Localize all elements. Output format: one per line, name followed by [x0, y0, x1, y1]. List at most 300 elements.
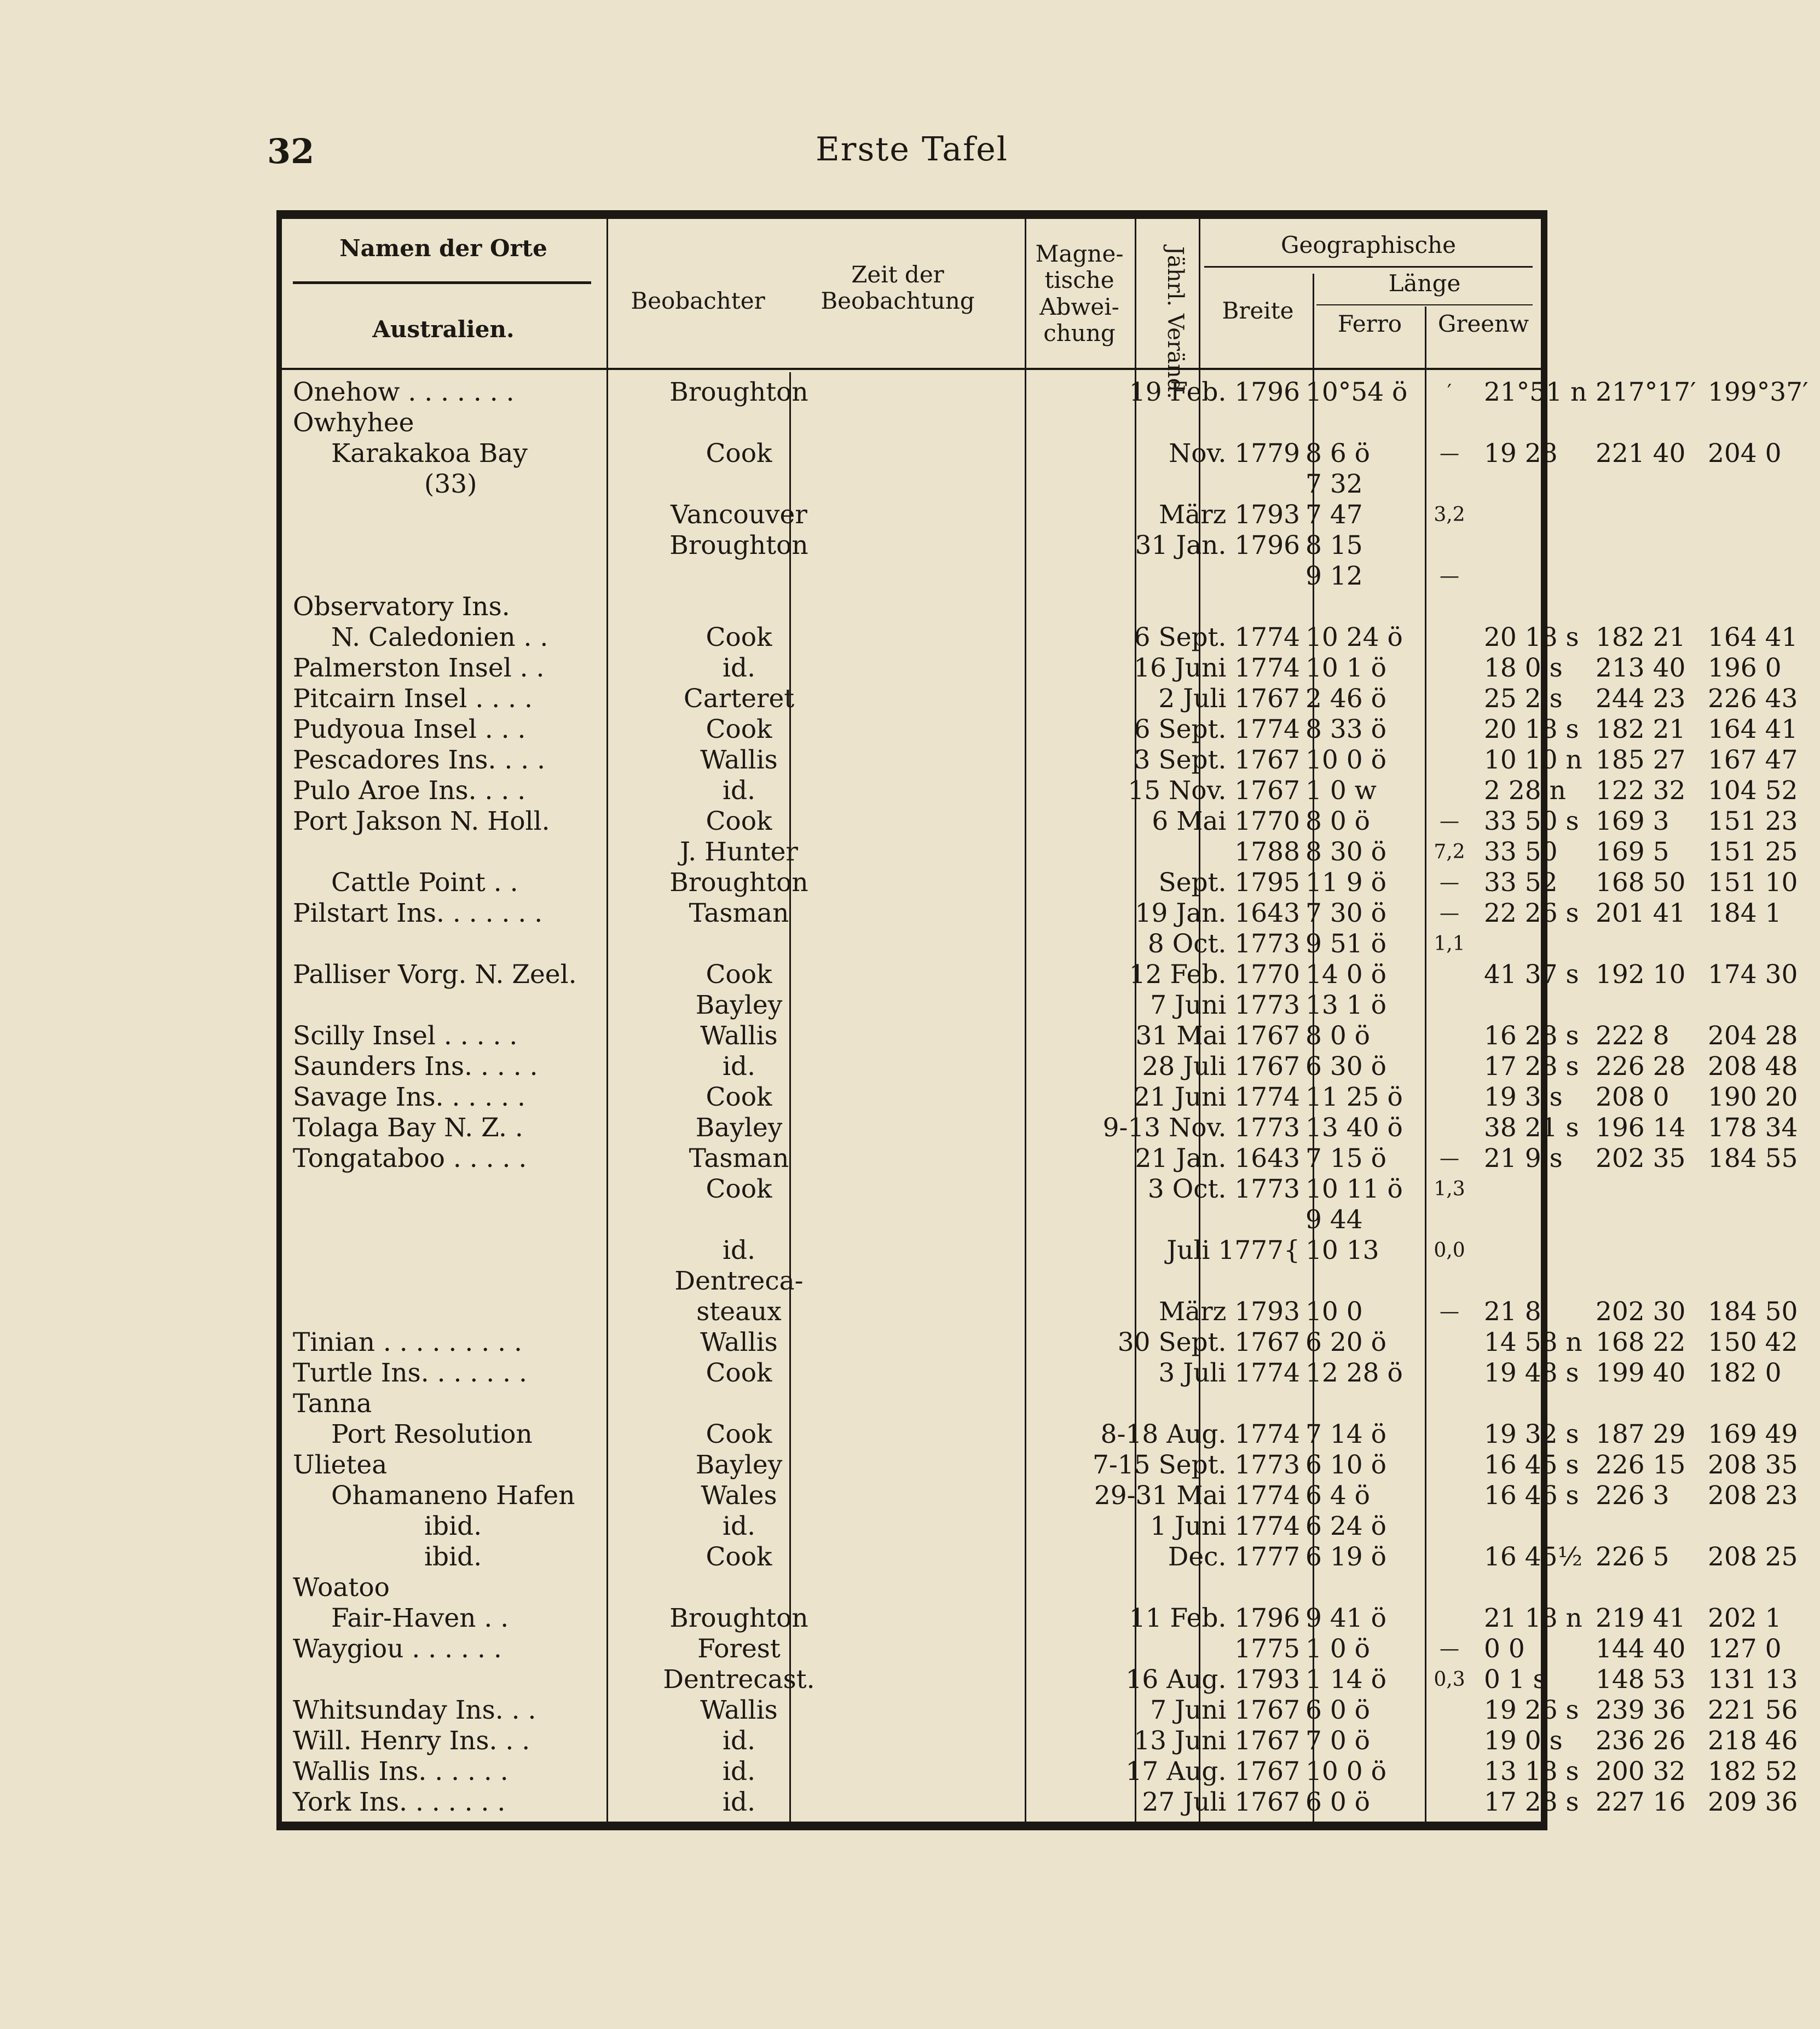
annual-change-cell: [1419, 1787, 1480, 1818]
place-name-cell: Onehow . . . . . . .: [293, 377, 515, 407]
table-row: [282, 530, 1541, 562]
place-name-cell: Waygiou . . . . . .: [293, 1634, 502, 1664]
observation-date-cell: 2 Juli 1767: [1158, 684, 1300, 714]
latitude-cell: [1484, 407, 1590, 439]
longitude-ferro-cell: 221 40: [1596, 438, 1686, 469]
longitude-greenwich-cell: 204 28: [1708, 1021, 1798, 1051]
place-name-cell: [293, 499, 616, 531]
observation-date-cell: Dec. 1777: [1168, 1542, 1300, 1572]
place-name-cell: [293, 530, 616, 562]
place-name-cell: Palliser Vorg. N. Zeel.: [293, 959, 577, 990]
annual-change-cell: —: [1440, 1147, 1459, 1170]
longitude-ferro-cell: 208 0: [1596, 1082, 1669, 1112]
longitude-greenwich-cell: [1708, 591, 1820, 623]
annual-change-cell: 1,3: [1434, 1178, 1465, 1200]
declination-cell: 1 14 ö: [1305, 1664, 1386, 1695]
longitude-ferro-cell: [1596, 530, 1702, 562]
declination-cell: 9 51 ö: [1305, 929, 1386, 959]
annual-change-cell: —: [1440, 902, 1459, 924]
observer-cell: Bayley: [695, 1113, 783, 1143]
table-row: [282, 867, 1798, 899]
observation-date-cell: 21 Juni 1774: [1134, 1082, 1300, 1112]
table-row: [282, 1235, 1541, 1267]
latitude-cell: 10 10 n: [1484, 745, 1582, 775]
annual-change-cell: [1419, 1204, 1480, 1236]
longitude-greenwich-cell: 164 41: [1708, 714, 1798, 744]
latitude-cell: 33 52: [1484, 868, 1558, 898]
declination-cell: [1305, 1572, 1415, 1604]
longitude-ferro-cell: 202 35: [1596, 1143, 1686, 1174]
header-geographic: Geographische: [1280, 232, 1457, 258]
longitude-ferro-cell: 226 5: [1596, 1542, 1669, 1572]
observer-cell: id.: [722, 1051, 756, 1082]
observer-cell: [616, 407, 862, 439]
observer-cell: J. Hunter: [680, 837, 798, 867]
observation-date-cell: 21 Jan. 1643: [1135, 1143, 1300, 1174]
table-row: [282, 1174, 1541, 1205]
longitude-greenwich-cell: 184 55: [1708, 1143, 1798, 1174]
latitude-cell: [1484, 530, 1590, 562]
longitude-greenwich-cell: 209 36: [1708, 1787, 1798, 1817]
place-name-cell: ibid.: [424, 1511, 482, 1541]
annual-change-cell: [1419, 1051, 1480, 1083]
place-name-cell: [293, 1664, 616, 1696]
declination-cell: 10°54 ö: [1305, 377, 1408, 407]
observer-cell: Dentreca-: [674, 1266, 804, 1296]
observer-cell: [616, 1572, 862, 1604]
longitude-ferro-cell: 201 41: [1596, 898, 1686, 928]
longitude-ferro-cell: [1596, 1265, 1702, 1297]
longitude-ferro-cell: [1596, 1204, 1702, 1236]
longitude-greenwich-cell: 182 0: [1708, 1358, 1782, 1388]
annual-change-cell: [1419, 990, 1480, 1021]
longitude-ferro-cell: 182 21: [1596, 714, 1686, 744]
header-declination: Magne- tische Abwei- chung: [1035, 240, 1124, 346]
table-row: [282, 1633, 1782, 1665]
annual-change-cell: [1419, 714, 1480, 745]
place-name-cell: Pitcairn Insel . . . .: [293, 684, 533, 714]
longitude-ferro-cell: 169 3: [1596, 806, 1669, 836]
declination-cell: 7 32: [1305, 469, 1363, 499]
observation-date-cell: 8 Oct. 1773: [1147, 929, 1300, 959]
annual-change-cell: 0,3: [1434, 1668, 1465, 1691]
place-name-cell: Karakakoa Bay: [331, 438, 528, 469]
table-row: [282, 591, 1541, 623]
latitude-cell: 16 46 s: [1484, 1481, 1579, 1511]
table-row: [282, 1388, 1541, 1420]
longitude-greenwich-cell: [1708, 1265, 1820, 1297]
annual-change-cell: [1419, 1419, 1480, 1450]
place-name-cell: Pescadores Ins. . . .: [293, 745, 546, 775]
latitude-cell: 21 18 n: [1484, 1603, 1582, 1633]
annual-change-cell: 7,2: [1434, 841, 1465, 863]
declination-cell: 11 25 ö: [1305, 1082, 1403, 1112]
declination-cell: 9 12: [1305, 561, 1363, 591]
observation-date-cell: [1026, 1265, 1300, 1297]
observation-date-cell: [1026, 407, 1300, 439]
table-row: [282, 407, 1541, 439]
latitude-cell: 19 3 s: [1484, 1082, 1563, 1112]
latitude-cell: 33 50: [1484, 837, 1558, 867]
longitude-greenwich-cell: [1708, 928, 1820, 960]
longitude-greenwich-cell: 167 47: [1708, 745, 1798, 775]
observer-cell: Cook: [706, 806, 772, 836]
annual-change-cell: [1419, 683, 1480, 715]
latitude-cell: 16 45 s: [1484, 1450, 1579, 1480]
header-time: Zeit der Beobachtung: [821, 261, 975, 315]
header-rule-names: [293, 281, 591, 284]
table-row: [282, 1143, 1798, 1175]
declination-cell: 6 20 ö: [1305, 1327, 1386, 1357]
annual-change-cell: —: [1440, 1300, 1459, 1323]
longitude-ferro-cell: [1596, 1511, 1702, 1542]
observer-cell: [616, 1204, 862, 1236]
annual-change-cell: [1419, 469, 1480, 500]
annual-change-cell: [1419, 1695, 1480, 1726]
annual-change-cell: [1419, 591, 1480, 623]
observer-cell: Cook: [706, 1082, 772, 1112]
annual-change-cell: —: [1440, 442, 1459, 465]
declination-cell: 10 11 ö: [1305, 1174, 1403, 1204]
table-row: [282, 836, 1798, 868]
table-row: [282, 560, 1541, 592]
longitude-ferro-cell: 226 28: [1596, 1051, 1686, 1082]
declination-cell: 14 0 ö: [1305, 959, 1386, 990]
table-row: [282, 990, 1541, 1021]
observation-date-cell: 16 Juni 1774: [1134, 653, 1300, 683]
observation-date-cell: 3 Oct. 1773: [1147, 1174, 1300, 1204]
table-row: [282, 744, 1798, 776]
annual-change-cell: [1419, 622, 1480, 654]
longitude-ferro-cell: 185 27: [1596, 745, 1686, 775]
declination-cell: 10 1 ö: [1305, 653, 1386, 683]
observer-cell: id.: [722, 776, 756, 806]
header-rule-geo: [1204, 266, 1533, 268]
observation-date-cell: Sept. 1795: [1158, 868, 1300, 898]
observer-cell: id.: [722, 1726, 756, 1756]
place-name-cell: (33): [424, 469, 477, 499]
latitude-cell: 0 1 s: [1484, 1664, 1546, 1695]
table-row: [282, 1695, 1798, 1726]
observer-cell: id.: [722, 1787, 756, 1817]
longitude-greenwich-cell: 131 13: [1708, 1664, 1798, 1695]
table-row: [282, 683, 1798, 715]
longitude-greenwich-cell: 151 10: [1708, 868, 1798, 898]
observation-date-cell: [1026, 560, 1300, 592]
declination-cell: 7 0 ö: [1305, 1726, 1370, 1756]
observation-date-cell: 17 Aug. 1767: [1125, 1756, 1300, 1787]
declination-cell: 7 14 ö: [1305, 1419, 1386, 1449]
declination-cell: 13 40 ö: [1305, 1113, 1403, 1143]
observer-cell: Cook: [706, 1358, 772, 1388]
observer-cell: Wallis: [700, 1695, 778, 1725]
observation-date-cell: [1026, 1204, 1300, 1236]
place-name-cell: Port Jakson N. Holl.: [293, 806, 550, 836]
observation-date-cell: 30 Sept. 1767: [1117, 1327, 1300, 1357]
table-row: [282, 898, 1782, 929]
observer-cell: Broughton: [669, 868, 808, 898]
place-name-cell: N. Caledonien . .: [331, 622, 548, 652]
latitude-cell: 19 48 s: [1484, 1358, 1579, 1388]
longitude-ferro-cell: 148 53: [1596, 1664, 1686, 1695]
declination-cell: 1 0 ö: [1305, 1634, 1370, 1664]
latitude-cell: [1484, 591, 1590, 623]
place-name-cell: [293, 1174, 616, 1205]
declination-cell: 10 0: [1305, 1297, 1363, 1327]
annual-change-cell: [1419, 1327, 1480, 1359]
longitude-greenwich-cell: 196 0: [1708, 653, 1782, 683]
table-row: [282, 1265, 1541, 1297]
table-row: [282, 775, 1798, 807]
annual-change-cell: [1419, 1511, 1480, 1542]
observation-date-cell: 27 Juli 1767: [1142, 1787, 1300, 1817]
observation-date-cell: 8-18 Aug. 1774: [1100, 1419, 1300, 1449]
latitude-cell: [1484, 499, 1590, 531]
longitude-ferro-cell: 217°17′: [1596, 377, 1696, 407]
latitude-cell: 14 58 n: [1484, 1327, 1582, 1357]
observer-cell: Cook: [706, 622, 772, 652]
longitude-greenwich-cell: [1708, 469, 1820, 500]
declination-cell: 6 10 ö: [1305, 1450, 1386, 1480]
declination-cell: 11 9 ö: [1305, 868, 1386, 898]
declination-cell: 12 28 ö: [1305, 1358, 1403, 1388]
header-region: Australien.: [372, 316, 515, 343]
observation-date-cell: 6 Mai 1770: [1152, 806, 1300, 836]
place-name-cell: Turtle Ins. . . . . . .: [293, 1358, 527, 1388]
observer-cell: [616, 928, 862, 960]
observer-cell: [616, 1388, 862, 1420]
annual-change-cell: [1419, 1603, 1480, 1634]
latitude-cell: [1484, 928, 1590, 960]
observer-cell: Wallis: [700, 1021, 778, 1051]
observer-cell: Cook: [706, 714, 772, 744]
longitude-greenwich-cell: 208 48: [1708, 1051, 1798, 1082]
longitude-greenwich-cell: [1708, 990, 1820, 1021]
declination-cell: [1305, 407, 1415, 439]
longitude-ferro-cell: 196 14: [1596, 1113, 1686, 1143]
observer-cell: Broughton: [669, 530, 808, 560]
longitude-greenwich-cell: 202 1: [1708, 1603, 1782, 1633]
declination-cell: 8 15: [1305, 530, 1363, 560]
place-name-cell: [293, 1265, 616, 1297]
annual-change-cell: —: [1440, 1638, 1459, 1660]
table-row: [282, 377, 1809, 408]
latitude-cell: 17 28 s: [1484, 1787, 1579, 1817]
table-row: [282, 469, 1541, 500]
latitude-cell: 38 21 s: [1484, 1113, 1579, 1143]
header-annual-change: Jährl. Veränd.: [1163, 246, 1188, 399]
longitude-ferro-cell: [1596, 469, 1702, 500]
longitude-greenwich-cell: [1708, 530, 1820, 562]
declination-cell: 10 0 ö: [1305, 1756, 1386, 1787]
latitude-cell: [1484, 1204, 1590, 1236]
longitude-ferro-cell: 169 5: [1596, 837, 1669, 867]
table-row: [282, 1572, 1541, 1604]
annual-change-cell: [1419, 1572, 1480, 1604]
place-name-cell: Cattle Point . .: [331, 868, 518, 898]
annual-change-cell: [1419, 1357, 1480, 1389]
latitude-cell: 33 50 s: [1484, 806, 1579, 836]
place-name-cell: [293, 560, 616, 592]
declination-cell: 6 0 ö: [1305, 1695, 1370, 1725]
observer-cell: Bayley: [695, 1450, 783, 1480]
observation-date-cell: 1 Juni 1774: [1150, 1511, 1300, 1541]
longitude-greenwich-cell: 218 46: [1708, 1726, 1798, 1756]
longitude-greenwich-cell: 184 50: [1708, 1297, 1798, 1327]
observation-date-cell: 1775: [1234, 1634, 1300, 1664]
annual-change-cell: [1419, 652, 1480, 684]
longitude-greenwich-cell: [1708, 1511, 1820, 1542]
place-name-cell: Pulo Aroe Ins. . . .: [293, 776, 526, 806]
place-name-cell: York Ins. . . . . . .: [293, 1787, 506, 1817]
longitude-greenwich-cell: 150 42: [1708, 1327, 1798, 1357]
latitude-cell: 21 9 s: [1484, 1143, 1563, 1174]
latitude-cell: 20 18 s: [1484, 714, 1579, 744]
table-row: [282, 806, 1798, 837]
observer-cell: Wallis: [700, 745, 778, 775]
observation-date-cell: 31 Jan. 1796: [1135, 530, 1300, 560]
observer-cell: Vancouver: [671, 500, 807, 530]
place-name-cell: [293, 1235, 616, 1267]
observation-date-cell: 3 Sept. 1767: [1134, 745, 1300, 775]
observation-date-cell: 6 Sept. 1774: [1134, 714, 1300, 744]
observation-date-cell: 29-31 Mai 1774: [1094, 1481, 1300, 1511]
longitude-greenwich-cell: 190 20: [1708, 1082, 1798, 1112]
table-row: [282, 652, 1782, 684]
latitude-cell: 2 28 n: [1484, 776, 1566, 806]
declination-cell: 6 30 ö: [1305, 1051, 1386, 1082]
longitude-greenwich-cell: 208 35: [1708, 1450, 1798, 1480]
annual-change-cell: [1419, 1265, 1480, 1297]
declination-cell: 10 0 ö: [1305, 745, 1386, 775]
table-row: [282, 1449, 1798, 1481]
declination-cell: 1 0 w: [1305, 776, 1377, 806]
annual-change-cell: 1,1: [1434, 933, 1465, 955]
observation-date-cell: Juli 1777{: [1166, 1235, 1300, 1265]
latitude-cell: [1484, 1265, 1590, 1297]
observer-cell: Broughton: [669, 1603, 808, 1633]
observation-date-cell: 7 Juni 1767: [1150, 1695, 1300, 1725]
place-name-cell: Tanna: [293, 1389, 372, 1419]
longitude-greenwich-cell: 104 52: [1708, 776, 1798, 806]
longitude-greenwich-cell: 184 1: [1708, 898, 1782, 928]
longitude-ferro-cell: [1596, 1388, 1702, 1420]
annual-change-cell: [1419, 530, 1480, 562]
table-row: [282, 1357, 1782, 1389]
observation-date-cell: 28 Juli 1767: [1142, 1051, 1300, 1082]
table-row: [282, 1204, 1541, 1236]
longitude-ferro-cell: [1596, 928, 1702, 960]
observation-date-cell: 13 Juni 1767: [1134, 1726, 1300, 1756]
latitude-cell: 13 18 s: [1484, 1756, 1579, 1787]
longitude-greenwich-cell: 151 23: [1708, 806, 1798, 836]
longitude-greenwich-cell: 226 43: [1708, 684, 1798, 714]
header-longitude: Länge: [1388, 270, 1461, 297]
latitude-cell: 19 0 s: [1484, 1726, 1563, 1756]
longitude-ferro-cell: 168 22: [1596, 1327, 1686, 1357]
longitude-greenwich-cell: [1708, 1388, 1820, 1420]
longitude-greenwich-cell: 204 0: [1708, 438, 1782, 469]
place-name-cell: Will. Henry Ins. . .: [293, 1726, 530, 1756]
observation-date-cell: 1788: [1234, 837, 1300, 867]
place-name-cell: ibid.: [424, 1542, 482, 1572]
latitude-cell: [1484, 1174, 1590, 1205]
annual-change-cell: [1419, 1480, 1480, 1512]
annual-change-cell: —: [1440, 810, 1459, 833]
longitude-greenwich-cell: [1708, 1174, 1820, 1205]
header-rule-lon: [1316, 304, 1533, 305]
place-name-cell: Pilstart Ins. . . . . . .: [293, 898, 543, 928]
observation-date-cell: [1026, 591, 1300, 623]
longitude-ferro-cell: 202 30: [1596, 1297, 1686, 1327]
observer-cell: [616, 469, 862, 500]
observation-date-cell: 3 Juli 1774: [1158, 1358, 1300, 1388]
longitude-greenwich-cell: 127 0: [1708, 1634, 1782, 1664]
observer-cell: id.: [722, 1235, 756, 1265]
table-row: [282, 714, 1798, 745]
longitude-greenwich-cell: [1708, 407, 1820, 439]
longitude-ferro-cell: 244 23: [1596, 684, 1686, 714]
declination-cell: 7 15 ö: [1305, 1143, 1386, 1174]
place-name-cell: Scilly Insel . . . . .: [293, 1021, 518, 1051]
longitude-ferro-cell: 213 40: [1596, 653, 1686, 683]
observer-cell: steaux: [696, 1297, 782, 1327]
annual-change-cell: [1419, 1082, 1480, 1113]
table-row: [282, 1511, 1541, 1542]
observer-cell: Broughton: [669, 377, 808, 407]
longitude-ferro-cell: 226 3: [1596, 1481, 1669, 1511]
observer-cell: Cook: [706, 1542, 772, 1572]
observer-cell: [616, 560, 862, 592]
observation-date-cell: [1026, 469, 1300, 500]
longitude-ferro-cell: 144 40: [1596, 1634, 1686, 1664]
table-row: [282, 1020, 1798, 1052]
place-name-cell: [293, 1296, 616, 1328]
table-row: [282, 438, 1782, 470]
declination-cell: 7 47: [1305, 500, 1363, 530]
latitude-cell: 16 45½: [1484, 1542, 1583, 1572]
observer-cell: Cook: [706, 1419, 772, 1449]
place-name-cell: Pudyoua Insel . . .: [293, 714, 526, 744]
longitude-ferro-cell: 236 26: [1596, 1726, 1686, 1756]
longitude-ferro-cell: [1596, 407, 1702, 439]
observer-cell: Bayley: [695, 990, 783, 1020]
declination-cell: 6 24 ö: [1305, 1511, 1386, 1541]
header-ferro: Ferro: [1337, 310, 1402, 337]
annual-change-cell: ′: [1447, 381, 1452, 403]
longitude-ferro-cell: 168 50: [1596, 868, 1686, 898]
table-row: [282, 1327, 1798, 1359]
place-name-cell: Tinian . . . . . . . . .: [293, 1327, 522, 1357]
place-name-cell: Ohamaneno Hafen: [331, 1481, 575, 1511]
annual-change-cell: [1419, 1541, 1480, 1573]
observer-cell: Wallis: [700, 1327, 778, 1357]
table-row: [282, 1112, 1798, 1144]
latitude-cell: [1484, 560, 1590, 592]
latitude-cell: 18 0 s: [1484, 653, 1563, 683]
longitude-greenwich-cell: [1708, 1204, 1820, 1236]
observer-cell: id.: [722, 1511, 756, 1541]
annual-change-cell: 0,0: [1434, 1239, 1465, 1262]
header-rule: [282, 368, 1541, 370]
longitude-ferro-cell: [1596, 499, 1702, 531]
latitude-cell: 19 32 s: [1484, 1419, 1579, 1449]
observation-date-cell: 7 Juni 1773: [1150, 990, 1300, 1020]
place-name-cell: Woatoo: [293, 1573, 390, 1603]
declination-cell: [1305, 1388, 1415, 1420]
place-name-cell: Savage Ins. . . . . .: [293, 1082, 525, 1112]
place-name-cell: Saunders Ins. . . . .: [293, 1051, 538, 1082]
